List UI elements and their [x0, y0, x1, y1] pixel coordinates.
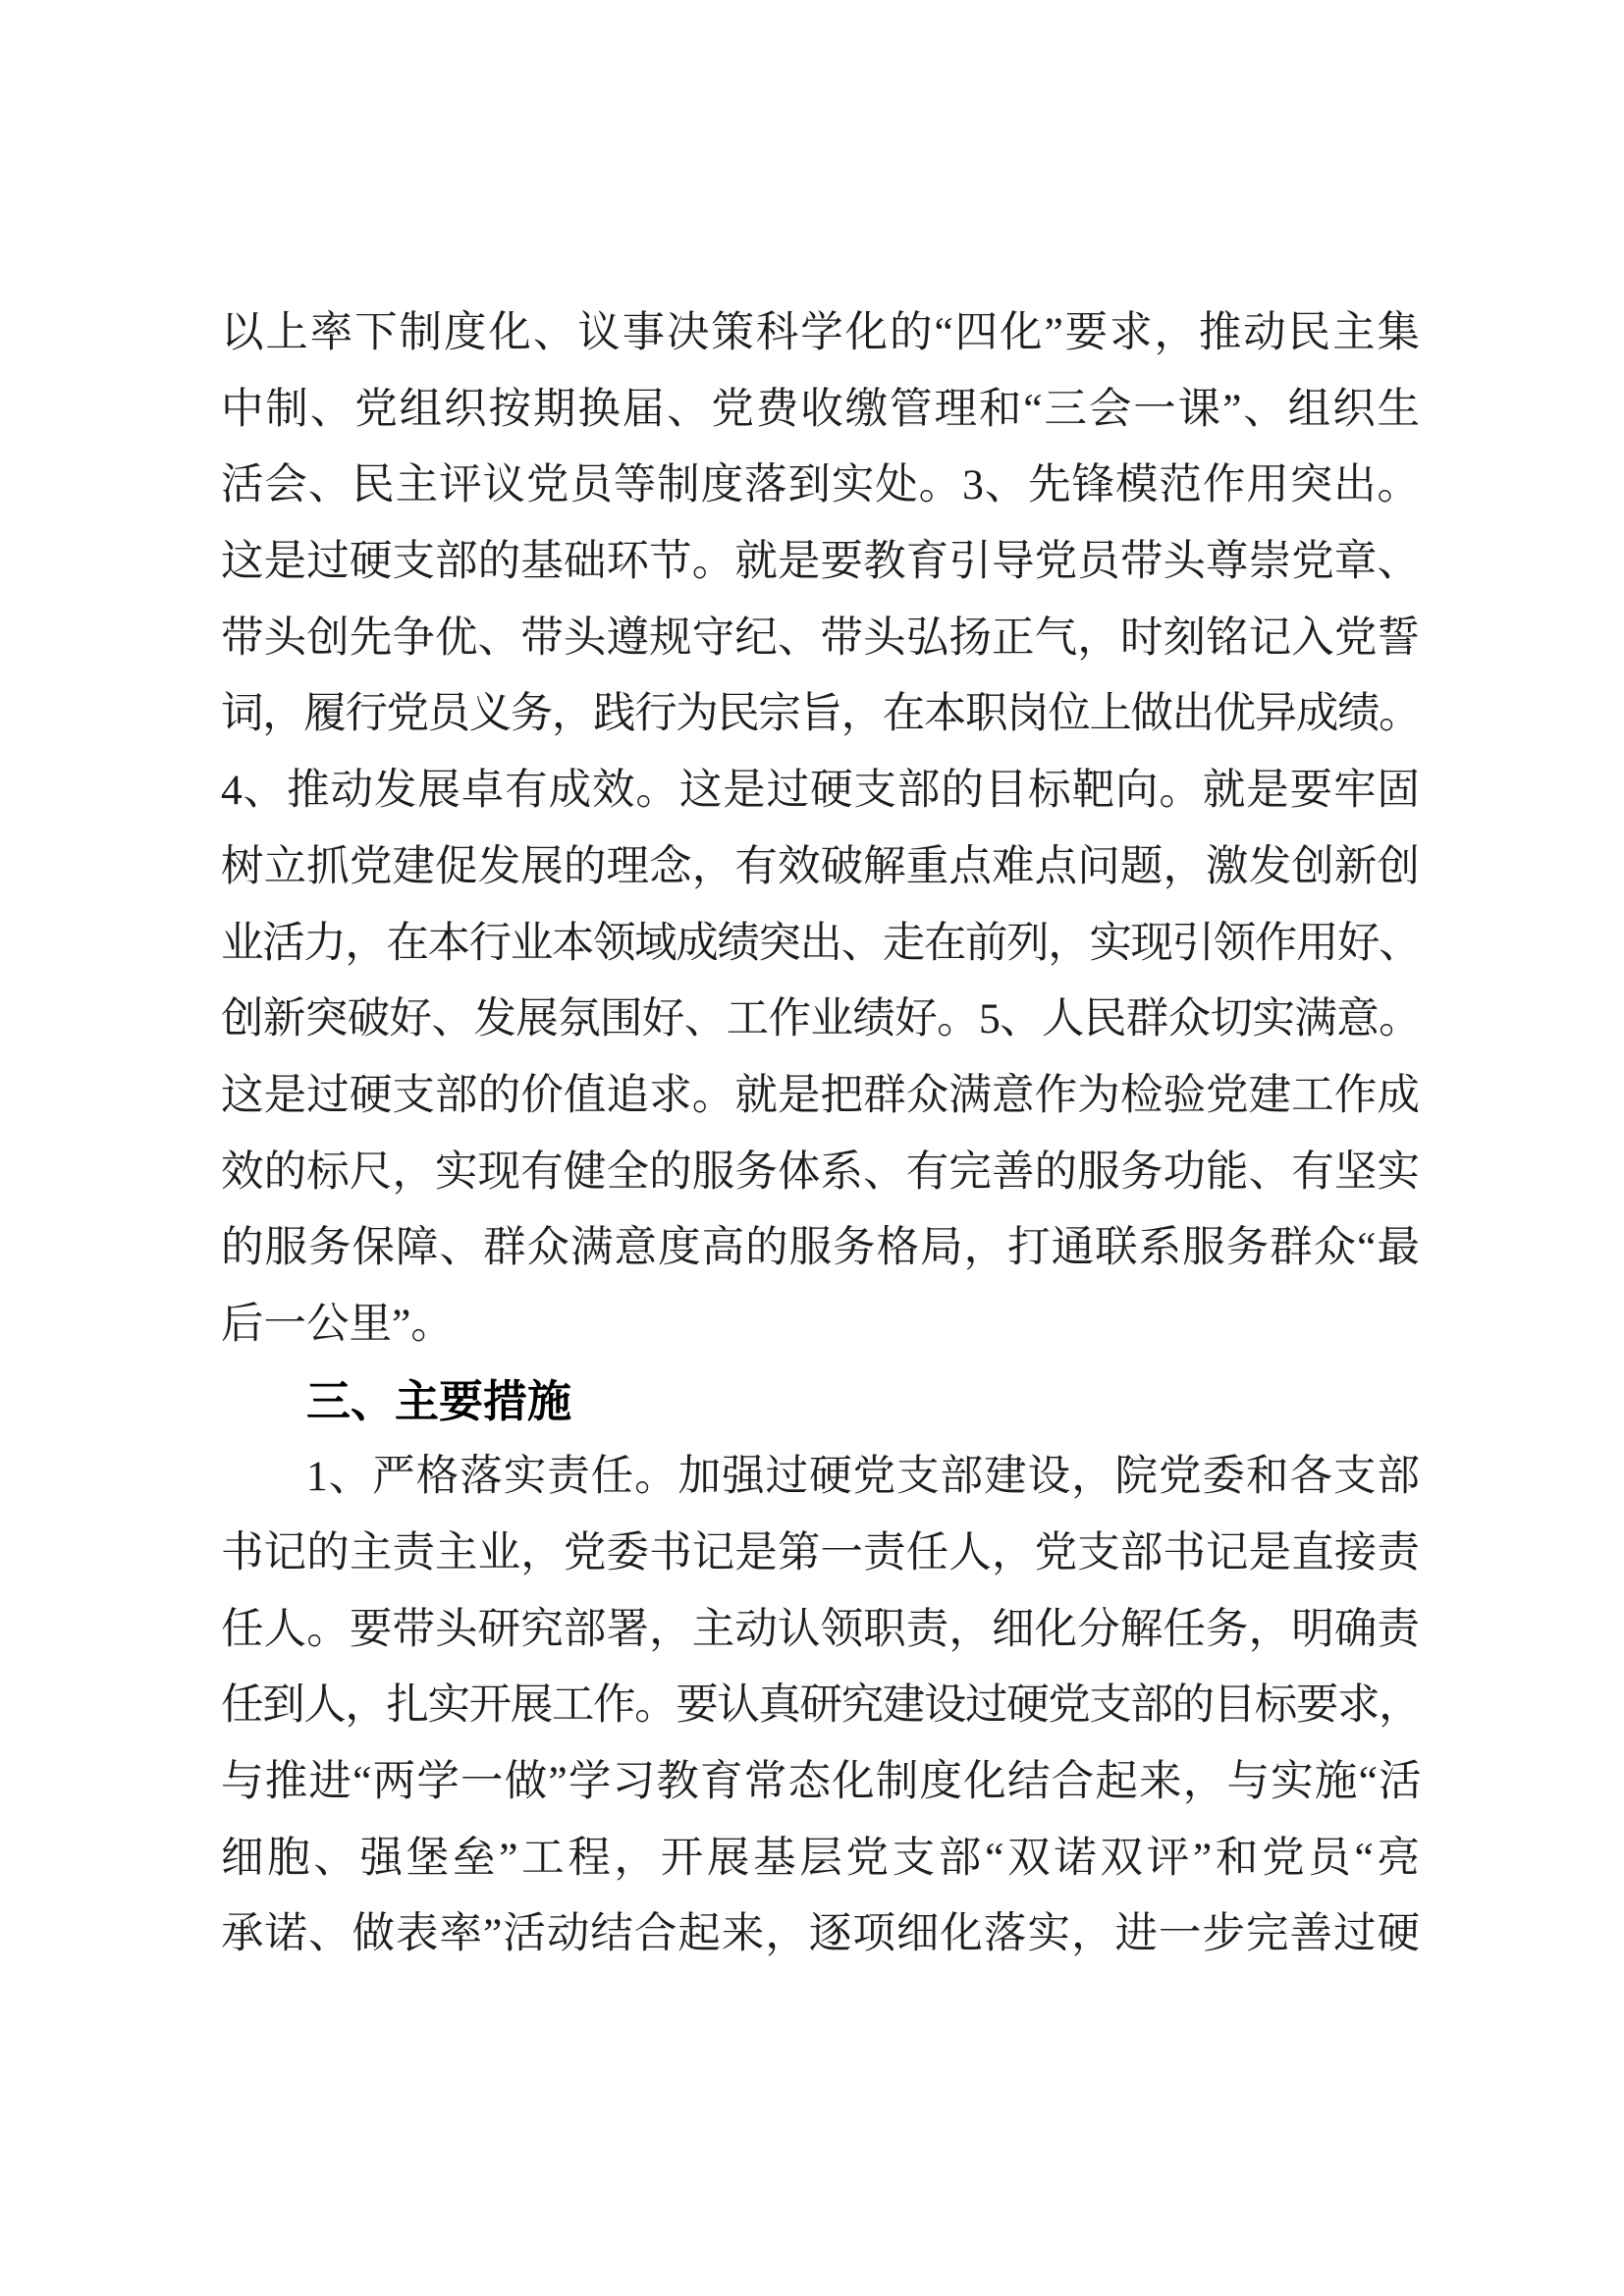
section-heading-main-measures: 三、主要措施: [306, 1374, 572, 1427]
text-line: 效的标尺，实现有健全的服务体系、有完善的服务功能、有坚实: [221, 1148, 1420, 1196]
text-line: 创新突破好、发展氛围好、工作业绩好。5、人民群众切实满意。: [221, 995, 1420, 1043]
text-line: 这是过硬支部的价值追求。就是把群众满意作为检验党建工作成: [221, 1071, 1420, 1119]
text-line: 树立抓党建促发展的理念，有效破解重点难点问题，激发创新创: [221, 842, 1420, 890]
text-line: 词，履行党员义务，践行为民宗旨，在本职岗位上做出优异成绩。: [221, 690, 1420, 738]
document-body: [221, 295, 1420, 1973]
text-line: 这是过硬支部的基础环节。就是要教育引导党员带头尊崇党章、: [221, 538, 1420, 586]
paragraph-standards-continued: [221, 295, 1420, 1363]
text-line: 细胞、强堡垒”工程，开展基层党支部“双诺双评”和党员“亮: [221, 1834, 1420, 1882]
text-line: 任人。要带头研究部署，主动认领职责，细化分解任务，明确责: [221, 1605, 1420, 1653]
text-line: 活会、民主评议党员等制度落到实处。3、先锋模范作用突出。: [221, 461, 1420, 509]
text-line: 中制、党组织按期换届、党费收缴管理和“三会一课”、组织生: [221, 385, 1420, 433]
text-line: 带头创先争优、带头遵规守纪、带头弘扬正气，时刻铭记入党誓: [221, 614, 1420, 662]
text-line: 与推进“两学一做”学习教育常态化制度化结合起来，与实施“活: [221, 1758, 1420, 1806]
text-line: 4、推动发展卓有成效。这是过硬支部的目标靶向。就是要牢固: [221, 767, 1420, 815]
text-line: 的服务保障、群众满意度高的服务格局，打通联系服务群众“最: [221, 1224, 1420, 1272]
text-line: 任到人，扎实开展工作。要认真研究建设过硬党支部的目标要求，: [221, 1682, 1420, 1730]
text-line: 后一公里”。: [221, 1300, 454, 1348]
text-line: 以上率下制度化、议事决策科学化的“四化”要求，推动民主集: [221, 309, 1420, 356]
text-line: 承诺、做表率”活动结合起来，逐项细化落实，进一步完善过硬: [221, 1910, 1420, 1958]
text-line: 业活力，在本行业本领域成绩突出、走在前列，实现引领作用好、: [221, 919, 1420, 967]
text-line: 1、严格落实责任。加强过硬党支部建设，院党委和各支部: [306, 1453, 1420, 1501]
paragraph-measure-1: [221, 1439, 1420, 1973]
text-line: 书记的主责主业，党委书记是第一责任人，党支部书记是直接责: [221, 1529, 1420, 1576]
